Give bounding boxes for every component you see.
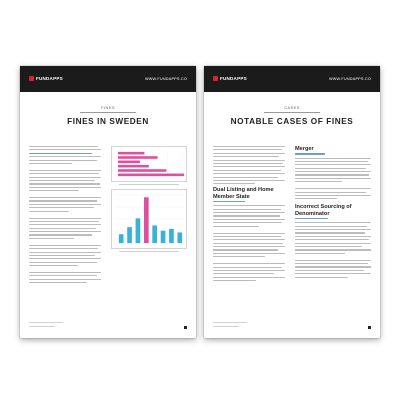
text-line [29, 156, 101, 157]
text-line [29, 187, 101, 188]
section-kicker: CASES [284, 105, 300, 110]
text-line [213, 233, 285, 234]
text-line [295, 236, 371, 237]
text-line [29, 149, 101, 150]
text-line [29, 170, 101, 171]
text-line [213, 180, 285, 181]
text-line [29, 245, 101, 246]
text-line [213, 166, 285, 167]
text-line [213, 205, 285, 206]
page-title: FINES IN SWEDEN [67, 116, 149, 126]
section-date [213, 201, 245, 202]
chart-bar [118, 174, 184, 177]
text-line [213, 243, 283, 244]
chart-vertical-bars [111, 189, 187, 249]
text-line [29, 255, 95, 256]
text-line [295, 195, 371, 196]
text-line [295, 222, 371, 223]
footer-line [213, 322, 247, 323]
text-line [295, 249, 371, 250]
text-line [29, 207, 94, 208]
chart-bar [118, 152, 144, 155]
text-line [29, 211, 69, 212]
text-line [213, 177, 278, 178]
chart-bar [118, 165, 149, 168]
text-line [295, 239, 369, 240]
text-line [29, 279, 101, 280]
chart-horizontal-bars [111, 146, 187, 182]
text-line [29, 248, 98, 249]
text-line [213, 226, 259, 227]
text-line [295, 277, 348, 278]
page-header-band [204, 66, 380, 92]
chart-bar [127, 227, 132, 243]
section-kicker: FINES [101, 105, 115, 110]
section-heading: Dual Listing and Home Member State [213, 187, 274, 200]
text-line [295, 164, 371, 165]
text-line [29, 258, 101, 259]
text-line [213, 212, 285, 213]
document-page-fines-in-sweden [20, 66, 196, 338]
text-line [295, 174, 369, 175]
text-line [295, 253, 345, 254]
text-line [213, 239, 285, 240]
text-line [295, 161, 368, 162]
text-line [295, 263, 368, 264]
logo-mark-icon [213, 76, 218, 81]
body-columns [29, 146, 187, 318]
logo-text: FUNDAPPS [36, 76, 63, 81]
text-line [29, 204, 101, 205]
logo-text: FUNDAPPS [220, 76, 247, 81]
text-line [295, 266, 371, 267]
footer-line [29, 326, 55, 327]
text-line-link [29, 153, 92, 154]
text-line [295, 178, 371, 179]
text-line [295, 270, 364, 271]
footer-line [29, 322, 63, 323]
text-line [213, 273, 274, 274]
text-line [213, 277, 285, 278]
text-line [295, 226, 367, 227]
fundapps-logo [213, 76, 247, 81]
chart-bar [118, 156, 158, 159]
text-line [29, 173, 99, 174]
text-line [213, 253, 285, 254]
text-line [29, 163, 72, 164]
text-line [213, 270, 285, 271]
text-line [213, 219, 285, 220]
text-line [29, 224, 101, 225]
text-line [295, 188, 371, 189]
fundapps-logo [29, 76, 63, 81]
text-line [213, 263, 285, 264]
page-marker [368, 326, 371, 330]
document-page-notable-cases [204, 66, 380, 338]
text-line [29, 221, 99, 222]
text-line [295, 273, 371, 274]
text-line [29, 252, 101, 253]
text-line [213, 280, 256, 281]
chart-horizontal-bars-svg [112, 147, 188, 181]
page-footer [29, 322, 63, 329]
text-line [213, 215, 280, 216]
text-line [213, 170, 281, 171]
text-line [213, 163, 283, 164]
text-line [29, 190, 79, 191]
text-line [29, 183, 100, 184]
text-line [295, 260, 371, 261]
text-line [29, 180, 95, 181]
text-line [213, 209, 281, 210]
text-line [29, 197, 101, 198]
text-line [295, 243, 371, 244]
section-heading: Incorrect Sourcing of Denominator [295, 204, 352, 217]
text-line [295, 198, 337, 199]
chart-bar [118, 169, 166, 172]
text-line [29, 231, 101, 232]
text-line [213, 160, 285, 161]
page-header-band [20, 66, 196, 92]
text-line [295, 158, 371, 159]
header-url: WWW.FUNDAPPS.CO [144, 76, 187, 81]
text-line [29, 146, 98, 147]
header-url: WWW.FUNDAPPS.CO [328, 76, 371, 81]
text-line [213, 236, 281, 237]
text-line [29, 234, 92, 235]
chart-caption-line [119, 251, 179, 252]
text-line [213, 246, 285, 247]
text-line [29, 200, 97, 201]
chart-bar [177, 233, 182, 244]
chart-bar [169, 229, 174, 243]
chart-bar [161, 231, 166, 243]
logo-mark-icon [29, 76, 34, 81]
text-line [213, 183, 255, 184]
text-column-right [295, 146, 371, 280]
text-line [29, 282, 87, 283]
text-line [29, 177, 101, 178]
kicker-divider [264, 112, 320, 113]
text-line [295, 229, 371, 230]
text-line [29, 272, 101, 273]
text-line [29, 238, 74, 239]
text-line [295, 181, 342, 182]
text-line [29, 275, 97, 276]
text-line [213, 256, 265, 257]
chart-column-right [111, 146, 187, 256]
page-title: NOTABLE CASES OF FINES [230, 116, 354, 126]
text-column-left [29, 146, 101, 286]
text-line [29, 265, 78, 266]
text-line [295, 171, 371, 172]
section-heading: Merger [295, 146, 314, 152]
chart-bar [118, 161, 140, 164]
page-footer [213, 322, 247, 329]
text-line [213, 149, 282, 150]
text-line [213, 222, 282, 223]
footer-line [213, 326, 239, 327]
chart-bar [152, 226, 157, 244]
text-line [213, 249, 278, 250]
chart-bar [136, 218, 141, 243]
text-line [29, 218, 101, 219]
chart-caption-line [119, 184, 179, 185]
text-line [213, 173, 285, 174]
text-line [295, 246, 362, 247]
text-line [213, 146, 285, 147]
text-line [29, 262, 97, 263]
body-columns [213, 146, 371, 318]
page-marker [184, 326, 187, 330]
text-line [213, 267, 282, 268]
text-line [295, 232, 365, 233]
chart-bar [144, 197, 149, 243]
text-line [29, 160, 97, 161]
chart-bar [119, 234, 124, 243]
text-line [295, 168, 366, 169]
text-line [29, 228, 96, 229]
section-date [295, 153, 325, 154]
text-line [213, 153, 285, 154]
section-date [295, 218, 328, 219]
text-column-left [213, 146, 285, 284]
text-line [295, 192, 366, 193]
chart-vertical-bars-svg [112, 190, 188, 248]
text-line [213, 156, 279, 157]
kicker-divider [80, 112, 136, 113]
